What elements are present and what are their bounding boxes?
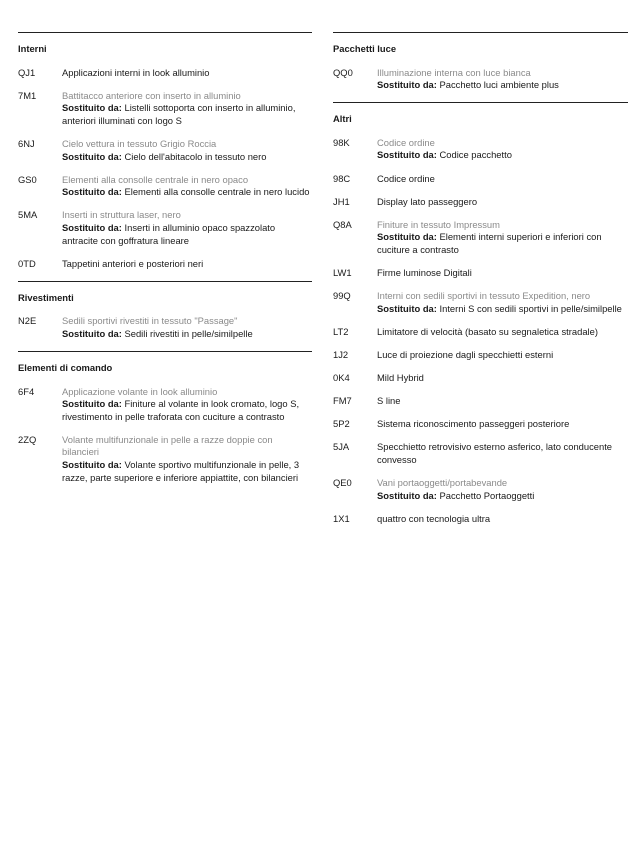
list-item (18, 258, 312, 271)
list-item (333, 513, 628, 526)
option-text: Mild Hybrid (377, 372, 424, 383)
section-pacchetti-luce (333, 32, 628, 92)
option-code: 7M1 (18, 89, 37, 101)
replaced-option-text: Inserti in struttura laser, nero (62, 209, 181, 221)
option-code: 1X1 (333, 512, 350, 524)
option-code: 6F4 (18, 385, 35, 397)
option-description (377, 137, 628, 162)
list-item (333, 173, 628, 186)
section-elementi-di-comando (18, 351, 312, 484)
option-text: Firme luminose Digitali (377, 267, 472, 279)
list-item (18, 209, 312, 247)
option-description (377, 441, 628, 466)
option-code: LT2 (333, 325, 349, 337)
section-interni (18, 32, 312, 270)
replaced-option-text: Cielo vettura in tessuto Grigio Roccia (62, 137, 217, 149)
replacement-line (62, 102, 312, 127)
replaced-option-text: Finiture in tessuto Impressum (377, 218, 500, 230)
replacement-line (62, 459, 312, 484)
replacement-text: Inserti in alluminio opaco spazzolato antracite con goffratura lineare (62, 221, 276, 246)
left-column (18, 32, 312, 495)
option-description (62, 138, 312, 163)
replacement-text: Elementi interni superiori e inferiori con cuciture a contrasto (377, 231, 602, 255)
option-description (377, 267, 628, 280)
list-item (18, 174, 312, 199)
option-description (62, 174, 312, 199)
section-title: Pacchetti luce (333, 43, 397, 54)
option-description (62, 434, 312, 484)
option-code: 1J2 (333, 348, 349, 360)
replacement-label: Sostituito da: (62, 398, 122, 410)
option-description (62, 315, 312, 340)
option-text: quattro con tecnologia ultra (377, 512, 491, 524)
option-code: 99Q (333, 290, 351, 302)
option-description (377, 418, 628, 431)
option-code: 98C (333, 172, 351, 184)
list-item (333, 418, 628, 431)
option-code: 0K4 (333, 372, 350, 383)
replacement-line (377, 490, 628, 503)
replacement-label: Sostituito da: (377, 149, 437, 161)
option-text: Display lato passeggero (377, 195, 478, 207)
section-title: Altri (333, 113, 352, 125)
list-item (333, 267, 628, 280)
replacement-text: Cielo dell'abitacolo in tessuto nero (124, 150, 267, 162)
option-description (62, 90, 312, 128)
option-text: Limitatore di velocità (basato su segnaletica stradale) (377, 325, 598, 337)
replacement-label: Sostituito da: (62, 221, 122, 233)
replacement-line (62, 151, 312, 164)
option-description (377, 477, 628, 502)
option-description (62, 258, 312, 271)
replacement-text: Volante sportivo multifunzionale in pelle, 3 razze, parte superiore e inferiore appiattite, con bilancieri (62, 459, 300, 483)
option-text: Codice ordine (377, 172, 435, 184)
option-text: Luce di proiezione dagli specchietti esterni (377, 348, 554, 360)
option-code: 5P2 (333, 418, 350, 430)
replacement-line (62, 186, 312, 199)
section-rivestimenti (18, 281, 312, 341)
list-item (18, 315, 312, 340)
option-description (62, 386, 312, 424)
replacement-text: Finiture al volante in look cromato, logo S, rivestimento in pelle traforata con cuciture a contrasto (62, 398, 300, 422)
replaced-option-text: Vani portaoggetti/portabevande (377, 476, 508, 488)
list-item (333, 395, 628, 408)
replacement-text: Interni S con sedili sportivi in pelle/similpelle (439, 302, 622, 314)
option-description (377, 196, 628, 209)
replacement-label: Sostituito da: (62, 186, 122, 198)
replacement-label: Sostituito da: (62, 102, 122, 114)
replaced-option-text: Illuminazione interna con luce bianca (377, 66, 531, 78)
option-description (377, 349, 628, 362)
replacement-text: Elementi alla consolle centrale in nero lucido (124, 186, 310, 198)
list-item (18, 138, 312, 163)
replacement-text: Listelli sottoporta con inserto in alluminio, anteriori illuminati con logo S (62, 102, 296, 126)
replacement-label: Sostituito da: (62, 459, 122, 471)
option-code: 98K (333, 136, 350, 148)
replacement-line (377, 79, 628, 92)
replacement-line (62, 398, 312, 423)
replacement-line (62, 222, 312, 247)
option-code: JH1 (333, 195, 350, 207)
option-description (377, 290, 628, 315)
list-item (333, 349, 628, 362)
replacement-text: Codice pacchetto (439, 149, 512, 161)
list-item (18, 386, 312, 424)
replacement-line (377, 231, 628, 256)
option-text: Applicazioni interni in look alluminio (62, 66, 210, 78)
option-code: 5JA (333, 441, 350, 453)
replaced-option-text: Codice ordine (377, 136, 435, 148)
section-title: Rivestimenti (18, 291, 74, 303)
option-code: N2E (18, 315, 37, 327)
list-item (18, 90, 312, 128)
option-description (62, 67, 312, 80)
list-item (333, 67, 628, 92)
replacement-label: Sostituito da: (377, 489, 437, 501)
list-item (333, 477, 628, 502)
replacement-label: Sostituito da: (377, 302, 437, 314)
replaced-option-text: Elementi alla consolle centrale in nero opaco (62, 173, 249, 185)
list-item (333, 137, 628, 162)
option-description (377, 326, 628, 339)
replacement-label: Sostituito da: (377, 231, 437, 243)
option-code: GS0 (18, 173, 37, 185)
option-description (377, 173, 628, 186)
option-code: QE0 (333, 476, 352, 488)
replacement-label: Sostituito da: (62, 327, 122, 339)
option-code: QQ0 (333, 66, 353, 78)
section-title: Interni (18, 43, 47, 54)
replaced-option-text: Applicazione volante in look alluminio (62, 385, 218, 397)
replacement-line (377, 149, 628, 162)
option-code: Q8A (333, 218, 352, 230)
replacement-text: Pacchetto Portaoggetti (439, 489, 535, 501)
option-code: 6NJ (18, 137, 35, 149)
replacement-line (377, 303, 628, 316)
list-item (18, 434, 312, 484)
option-description (377, 513, 628, 526)
option-code: QJ1 (18, 66, 36, 78)
list-item (333, 372, 628, 385)
replaced-option-text: Volante multifunzionale in pelle a razze doppie con bilancieri (62, 433, 273, 458)
option-code: LW1 (333, 267, 352, 279)
replacement-label: Sostituito da: (377, 79, 437, 91)
section-altri (333, 102, 628, 525)
option-description (377, 395, 628, 408)
list-item (333, 441, 628, 466)
option-description (377, 372, 628, 385)
replacement-label: Sostituito da: (62, 150, 122, 162)
option-description (62, 209, 312, 247)
option-description (377, 219, 628, 257)
section-title: Elementi di comando (18, 362, 113, 373)
replaced-option-text: Battitacco anteriore con inserto in alluminio (62, 89, 241, 101)
list-item (333, 326, 628, 339)
right-column (333, 32, 628, 536)
option-text: Specchietto retrovisivo esterno asferico, lato conducente convesso (377, 441, 613, 465)
list-item (18, 67, 312, 80)
option-text: Sistema riconoscimento passeggeri posteriore (377, 418, 570, 430)
replacement-text: Sedili rivestiti in pelle/similpelle (124, 327, 253, 339)
replacement-line (62, 328, 312, 341)
list-item (333, 290, 628, 315)
option-text: Tappetini anteriori e posteriori neri (62, 257, 204, 269)
option-code: 2ZQ (18, 433, 37, 445)
option-code: FM7 (333, 395, 352, 407)
option-code: 0TD (18, 257, 36, 269)
list-item (333, 196, 628, 209)
option-text: S line (377, 395, 401, 407)
option-description (377, 67, 628, 92)
replaced-option-text: Sedili sportivi rivestiti in tessuto "Passage" (62, 315, 238, 327)
option-code: 5MA (18, 209, 38, 221)
list-item (333, 219, 628, 257)
replacement-text: Pacchetto luci ambiente plus (439, 79, 559, 91)
replaced-option-text: Interni con sedili sportivi in tessuto Expedition, nero (377, 290, 591, 302)
